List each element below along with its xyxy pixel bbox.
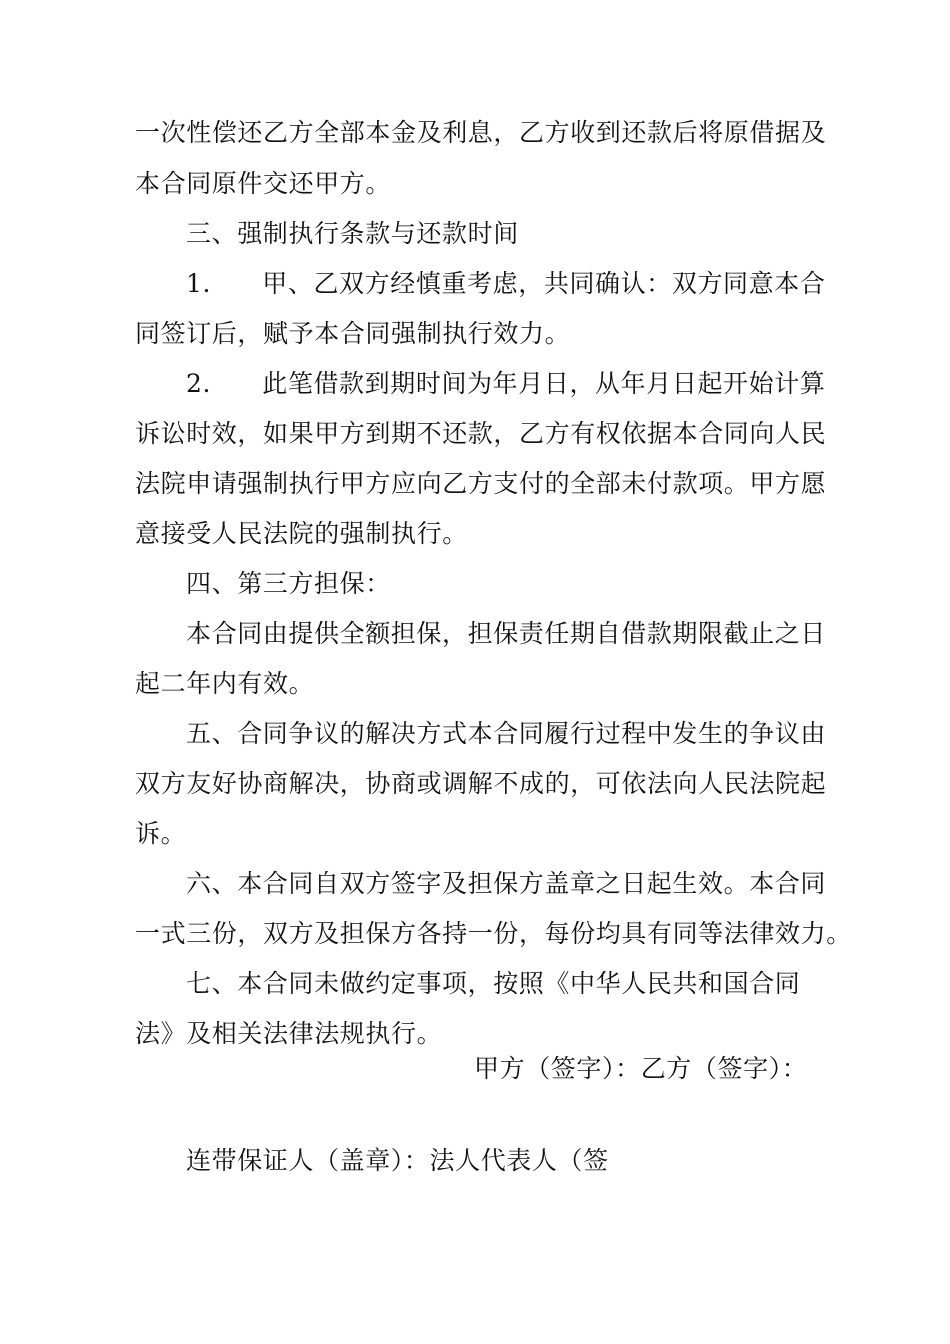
- paragraph-line: 六、本合同自双方签字及担保方盖章之日起生效。本合同: [186, 869, 827, 898]
- paragraph-line: 五、合同争议的解决方式本合同履行过程中发生的争议由: [186, 719, 827, 748]
- paragraph-line: 2. 此笔借款到期时间为年月日，从年月日起开始计算: [186, 369, 826, 398]
- paragraph-line: 本合同原件交还甲方。: [135, 169, 392, 198]
- section-heading: 三、强制执行条款与还款时间: [186, 219, 519, 248]
- paragraph-line: 一次性偿还乙方全部本金及利息，乙方收到还款后将原借据及: [135, 118, 827, 147]
- paragraph-line: 诉。: [135, 819, 187, 848]
- guarantor-signature-line: 连带保证人（盖章）：法人代表人（签: [186, 1146, 609, 1175]
- paragraph-line: 双方友好协商解决，协商或调解不成的，可依法向人民法院起: [135, 769, 827, 798]
- paragraph-line: 一式三份，双方及担保方各持一份，每份均具有同等法律效力。: [135, 919, 852, 948]
- paragraph-line: 起二年内有效。: [135, 669, 315, 698]
- paragraph-line: 法院申请强制执行甲方应向乙方支付的全部未付款项。甲方愿: [135, 469, 827, 498]
- signature-line: 甲方（签字）：乙方（签字）：: [474, 1054, 808, 1083]
- section-heading: 四、第三方担保：: [186, 569, 391, 598]
- paragraph-line: 法》及相关法律法规执行。: [135, 1019, 443, 1048]
- paragraph-line: 本合同由提供全额担保，担保责任期自借款期限截止之日: [186, 619, 827, 648]
- paragraph-line: 1. 甲、乙双方经慎重考虑，共同确认：双方同意本合: [186, 269, 826, 298]
- paragraph-line: 诉讼时效，如果甲方到期不还款，乙方有权依据本合同向人民: [135, 419, 827, 448]
- paragraph-line: 七、本合同未做约定事项，按照《中华人民共和国合同: [186, 969, 801, 998]
- paragraph-line: 意接受人民法院的强制执行。: [135, 519, 468, 548]
- paragraph-line: 同签订后，赋予本合同强制执行效力。: [135, 319, 571, 348]
